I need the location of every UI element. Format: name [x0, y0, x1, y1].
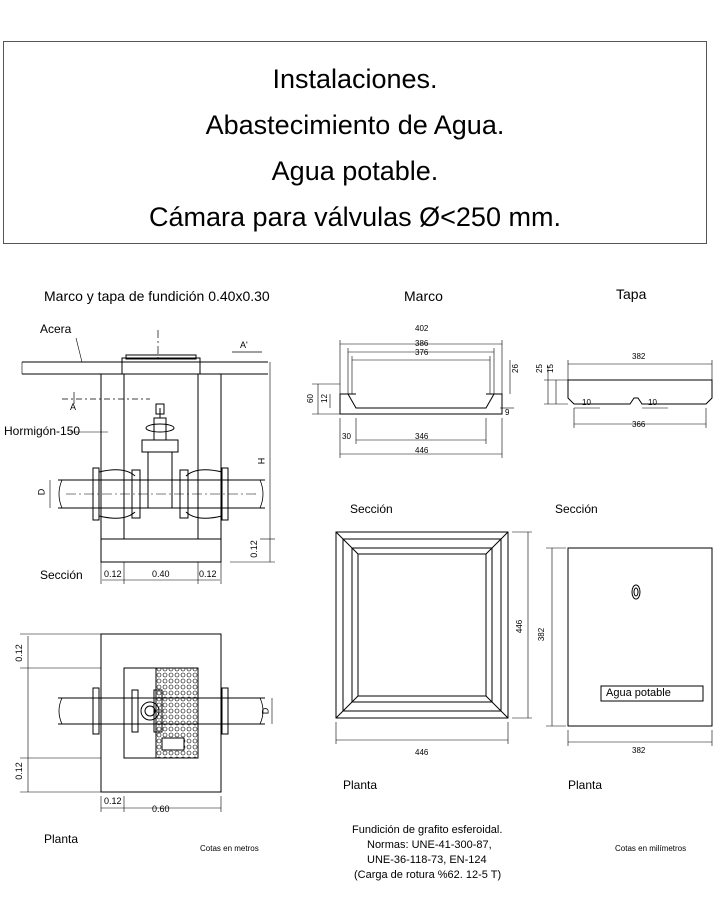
heading-tapa: Tapa [616, 286, 647, 302]
heading-seccion-marco: Sección [350, 502, 393, 516]
valve-chamber-section [22, 330, 275, 584]
frame-and-cover [122, 355, 200, 374]
chamber-walls [101, 374, 221, 562]
label-plan-dim-d: D [260, 707, 271, 715]
plan-dimensions [20, 634, 272, 812]
marco-dim-60: 60 [305, 394, 315, 403]
label-plan-012-top: 0.12 [13, 644, 24, 662]
marco-plan-dim-446-vertical: 446 [515, 619, 525, 634]
marco-dim-26: 26 [510, 364, 520, 373]
gate-valve [142, 404, 178, 508]
heading-seccion-left: Sección [40, 568, 83, 582]
label-agua-potable: Agua potable [606, 687, 671, 699]
label-dim-012-left: 0.12 [104, 569, 122, 579]
tapa-dim-15: 15 [545, 364, 555, 373]
label-dim-d: D [36, 488, 47, 496]
label-dim-012-right: 0.12 [199, 569, 217, 579]
label-cut-a: A [70, 402, 77, 412]
cut-line-a [62, 330, 262, 404]
heading-marco-tapa: Marco y tapa de fundición 0.40x0.30 [44, 288, 270, 304]
marco-dim-376: 376 [415, 348, 429, 357]
label-plan-060: 0.60 [152, 804, 170, 814]
note-material-1: Fundición de grafito esferoidal. [352, 824, 503, 836]
label-plan-012-bottom: 0.12 [13, 762, 24, 780]
note-cotas-metros: Cotas en metros [200, 844, 259, 853]
title-line-2: Abastecimiento de Agua. [205, 110, 505, 140]
label-cut-a-prime: A' [240, 340, 248, 350]
valve-chamber-plan [20, 634, 272, 812]
tapa-plan-dim-382: 382 [632, 746, 646, 755]
tapa-dim-25: 25 [534, 364, 544, 373]
label-dim-012-vertical: 0.12 [248, 540, 259, 558]
marco-dim-446: 446 [415, 446, 429, 455]
tapa-plan-dim-382-vertical: 382 [537, 627, 547, 642]
marco-dim-12: 12 [319, 394, 329, 403]
heading-planta-left: Planta [44, 832, 79, 846]
title-line-4: Cámara para válvulas Ø<250 mm. [149, 202, 561, 232]
marco-dim-30: 30 [342, 432, 351, 441]
tapa-plan-drawing [546, 548, 712, 746]
section-dimensions [50, 362, 275, 584]
marco-dim-9: 9 [505, 408, 510, 417]
marco-plan-drawing [336, 532, 532, 744]
note-material-2: Normas: UNE-41-300-87, [367, 839, 492, 851]
note-cotas-mm: Cotas en milímetros [615, 844, 687, 853]
heading-planta-marco: Planta [343, 778, 378, 792]
label-dim-h: H [256, 457, 267, 465]
label-plan-012: 0.12 [104, 796, 122, 806]
note-material-3: UNE-36-118-73, EN-124 [367, 854, 487, 866]
pipe [58, 468, 265, 520]
label-acera: Acera [40, 322, 72, 336]
tapa-dim-10-left: 10 [582, 398, 591, 407]
tapa-dim-382: 382 [632, 352, 646, 361]
tapa-dim-10-right: 10 [648, 398, 657, 407]
marco-dim-346: 346 [415, 432, 429, 441]
title-line-3: Agua potable. [271, 156, 439, 186]
label-hormigon: Hormigón-150 [4, 424, 81, 438]
label-dim-040: 0.40 [152, 569, 170, 579]
heading-seccion-tapa: Sección [555, 502, 598, 516]
marco-dim-386: 386 [415, 339, 429, 348]
marco-plan-dim-446: 446 [415, 748, 429, 757]
heading-planta-tapa: Planta [568, 778, 603, 792]
acera-leader [76, 338, 82, 362]
note-material-4: (Carga de rotura %62. 12-5 T) [354, 869, 502, 881]
title-line-1: Instalaciones. [272, 64, 438, 94]
sidewalk-slab [22, 362, 268, 374]
heading-marco: Marco [404, 288, 443, 304]
tapa-section-drawing [544, 360, 712, 428]
marco-dim-402: 402 [415, 324, 429, 333]
tapa-dim-366: 366 [632, 420, 646, 429]
